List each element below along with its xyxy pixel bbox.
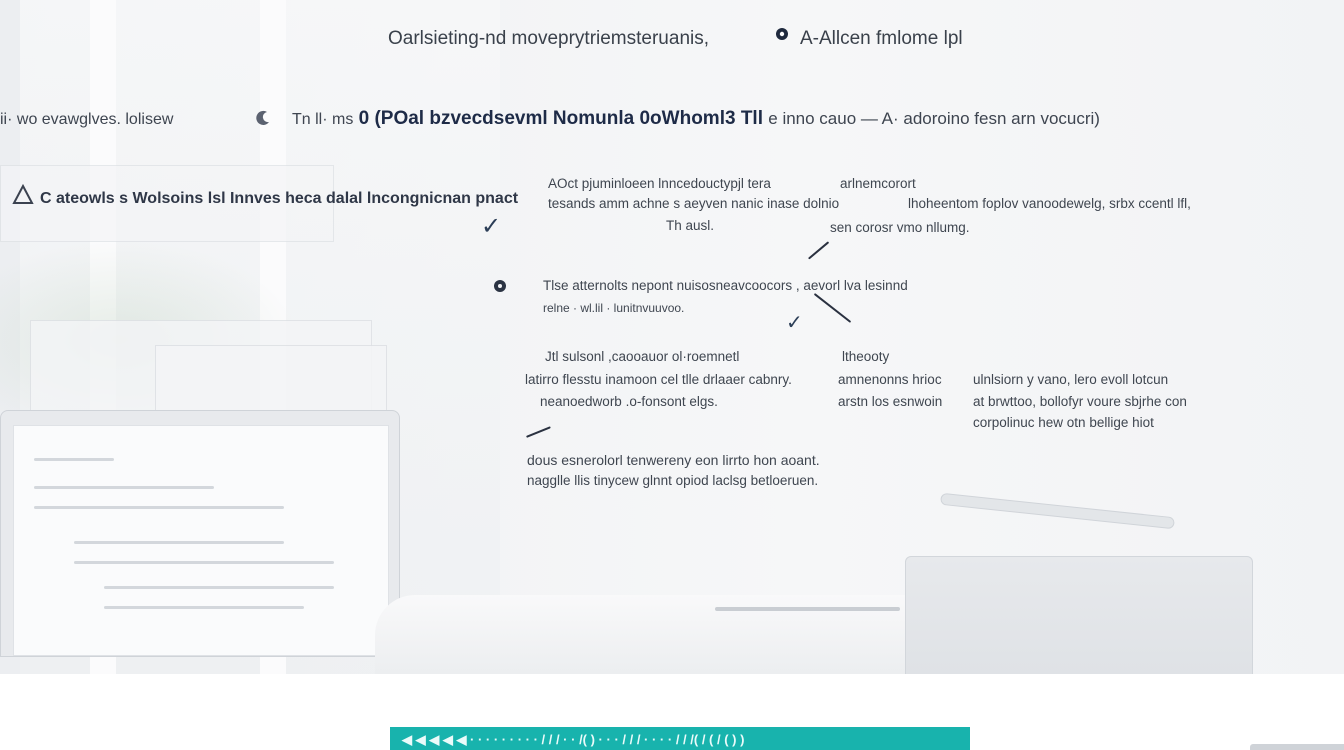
block-text: ltheooty — [842, 349, 890, 364]
block-text: AOct pjuminloeen lnncedouctypjl tera — [548, 176, 771, 191]
warning-triangle-icon — [12, 184, 34, 206]
desk-slot — [715, 607, 900, 611]
block-text: Jtl sulsonl ,caooauor ol·roemnetl — [545, 349, 740, 364]
block-text: nagglle llis tinycew glnnt opiod laclsg betloeruen. — [527, 473, 819, 488]
block-text: Th ausl. — [666, 218, 715, 233]
block-text: arlnemcorort — [840, 176, 916, 191]
block-text: at brwttoo, bollofyr voure sbjrhe con — [973, 394, 1187, 409]
row2-suffix: e inno cauo — A· adoroino fesn arn vocucri) — [768, 109, 1100, 128]
block-text: neanoedworb .o-fonsont elgs. — [540, 394, 718, 409]
block-text: Tlse atternolts nepont nuisosneavcoocors , aevorl lva lesinnd — [543, 278, 908, 293]
laptop — [0, 410, 400, 657]
block-text: tesands amm achne s aeyven nanic inase dolnio — [548, 196, 840, 211]
laptop-screen — [13, 425, 389, 656]
location-pin-icon — [773, 26, 791, 44]
block-text: relne · wl.lil · lunitnvuuvoo. — [543, 301, 685, 315]
checkmark-icon: ✓ — [786, 312, 803, 334]
row2-prefix: Tn ll· ms — [292, 111, 354, 128]
page-title-suffix: A-Allcen fmlome lpl — [800, 28, 963, 49]
pin-icon — [492, 278, 508, 294]
page-title: Oarlsieting-nd moveprytriemsteruanis, — [388, 28, 710, 49]
bottom-banner-text: ◀ ◀ ◀ ◀ ◀ · · · · · · · · · / / / · · /( ) · · · / / / · · · · / / /( / ( / ( ) ) — [402, 732, 745, 747]
block-text: sen corosr vmo nllumg. — [830, 220, 970, 235]
row2-heading — [292, 108, 1100, 130]
row2-left-label: ii· wo evawglves. lolisew — [0, 111, 174, 128]
row2-main-text: 0 (POal bzvecdsevml Nomunla 0oWhoml3 Tll — [358, 108, 763, 129]
block-text: arstn los esnwoin — [838, 394, 943, 409]
block-text: lhoheentom foplov vanoodewelg, srbx ccentl lfl, — [908, 196, 1191, 211]
row3-heading: C ateowls s Wolsoins lsl Innves heca dalal lncongnicnan pnact — [40, 190, 519, 207]
block-text: ulnlsiorn y vano, lero evoll lotcun — [973, 372, 1169, 387]
block-text: dous esnerolorl tenwereny eon lirrto hon aoant. — [527, 452, 820, 468]
block-text: corpolinuc hew otn bellige hiot — [973, 415, 1154, 430]
moon-icon — [253, 108, 273, 128]
desk-lamp — [940, 493, 1175, 529]
scrollbar-thumb[interactable] — [1250, 744, 1344, 750]
block-text: amnenonns hrioc — [838, 372, 942, 387]
monitor — [905, 556, 1253, 674]
checkmark-icon: ✓ — [481, 213, 502, 240]
block-text: latirro flesstu inamoon cel tlle drlaaer cabnry. — [525, 372, 792, 387]
